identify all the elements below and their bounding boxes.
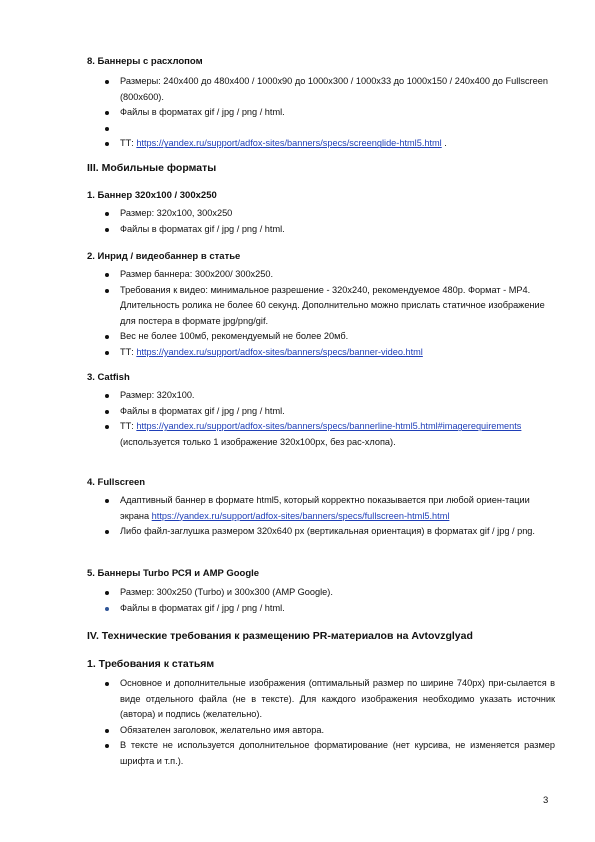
spec-link[interactable]: https://yandex.ru/support/adfox-sites/banners/specs/banner-video.html [136, 346, 423, 357]
list-item: Либо файл-заглушка размером 320x640 px (вертикальная ориентация) в форматах gif / jpg / png. [87, 524, 555, 540]
list-item: Размеры: 240x400 до 480x400 / 1000x90 до 1000x300 / 1000x33 до 1000x150 / 240x400 до Fullscreen (800x600). [87, 74, 555, 105]
list-item: Размер: 320x100, 300x250 [87, 206, 555, 222]
section-heading: 3. Catfish [87, 372, 130, 383]
list-item: Основное и дополнительные изображения (оптимальный размер по ширине 740px) при-сылается в виде отдельного файла (не в тексте). Для каждого изображения необходимо указать источник (автора) и подпись (желательно). [87, 676, 555, 723]
list-item: Файлы в форматах gif / jpg / png / html. [87, 105, 555, 121]
list-item: ТТ: https://yandex.ru/support/adfox-sites/banners/specs/screenglide-html5.html . [87, 136, 555, 152]
spec-link[interactable]: https://yandex.ru/support/adfox-sites/banners/specs/bannerline-html5.html#imagerequirements [136, 421, 522, 432]
section-heading: 1. Требования к статьям [87, 658, 215, 670]
bullet-list [87, 206, 555, 237]
bullet-list [87, 267, 555, 361]
bullet-list [87, 74, 555, 152]
bullet-list [87, 493, 555, 540]
list-item: Обязателен заголовок, желательно имя автора. [87, 723, 555, 739]
section-heading: 4. Fullscreen [87, 477, 146, 488]
list-item [87, 121, 555, 137]
section-heading: 2. Инрид / видеобаннер в статье [87, 251, 241, 262]
list-item: Размер: 320x100. [87, 388, 555, 404]
list-item: Адаптивный баннер в формате html5, который корректно показывается при любой ориен-тации экрана https://yandex.ru/support/adfox-sites/banners/specs/fullscreen-html5.html [87, 493, 555, 524]
list-item: Вес не более 100мб, рекомендуемый не более 20мб. [87, 329, 555, 345]
list-item: ТТ: https://yandex.ru/support/adfox-sites/banners/specs/banner-video.html [87, 345, 555, 361]
list-item: ТТ: https://yandex.ru/support/adfox-sites/banners/specs/bannerline-html5.html#imagerequirements (используется только 1 изображение 320x100px, без рас-хлопа). [87, 419, 555, 450]
list-item: Файлы в форматах gif / jpg / png / html. [87, 222, 555, 238]
bullet-list [87, 676, 555, 770]
section-heading: 8. Баннеры с расхлопом [87, 56, 203, 67]
chapter-heading: IV. Технические требования к размещению PR-материалов на Avtovzglyad [87, 630, 473, 642]
bullet-list [87, 388, 555, 450]
list-item: Файлы в форматах gif / jpg / png / html. [87, 601, 555, 617]
section-heading: 1. Баннер 320x100 / 300x250 [87, 190, 217, 201]
list-item: В тексте не используется дополнительное форматирование (нет курсива, не изменяется размер шрифта и т.п.). [87, 738, 555, 769]
list-item: Размер: 300x250 (Turbo) и 300x300 (AMP Google). [87, 585, 555, 601]
page-number: 3 [543, 795, 549, 806]
list-item: Размер баннера: 300x200/ 300x250. [87, 267, 555, 283]
spec-link[interactable]: https://yandex.ru/support/adfox-sites/banners/specs/screenglide-html5.html [136, 138, 442, 149]
list-item: Файлы в форматах gif / jpg / png / html. [87, 404, 555, 420]
list-item: Требования к видео: минимальное разрешение - 320x240, рекомендуемое 480p. Формат - MP4. Длительность ролика не более 60 секунд. Дополнительно можно прислать статичное изображение для постера в формате jpg/png/gif. [87, 283, 555, 330]
chapter-heading: III. Мобильные форматы [87, 162, 217, 174]
bullet-list [87, 585, 555, 616]
section-heading: 5. Баннеры Turbo РСЯ и AMP Google [87, 568, 260, 579]
spec-link[interactable]: https://yandex.ru/support/adfox-sites/banners/specs/fullscreen-html5.html [151, 510, 450, 521]
